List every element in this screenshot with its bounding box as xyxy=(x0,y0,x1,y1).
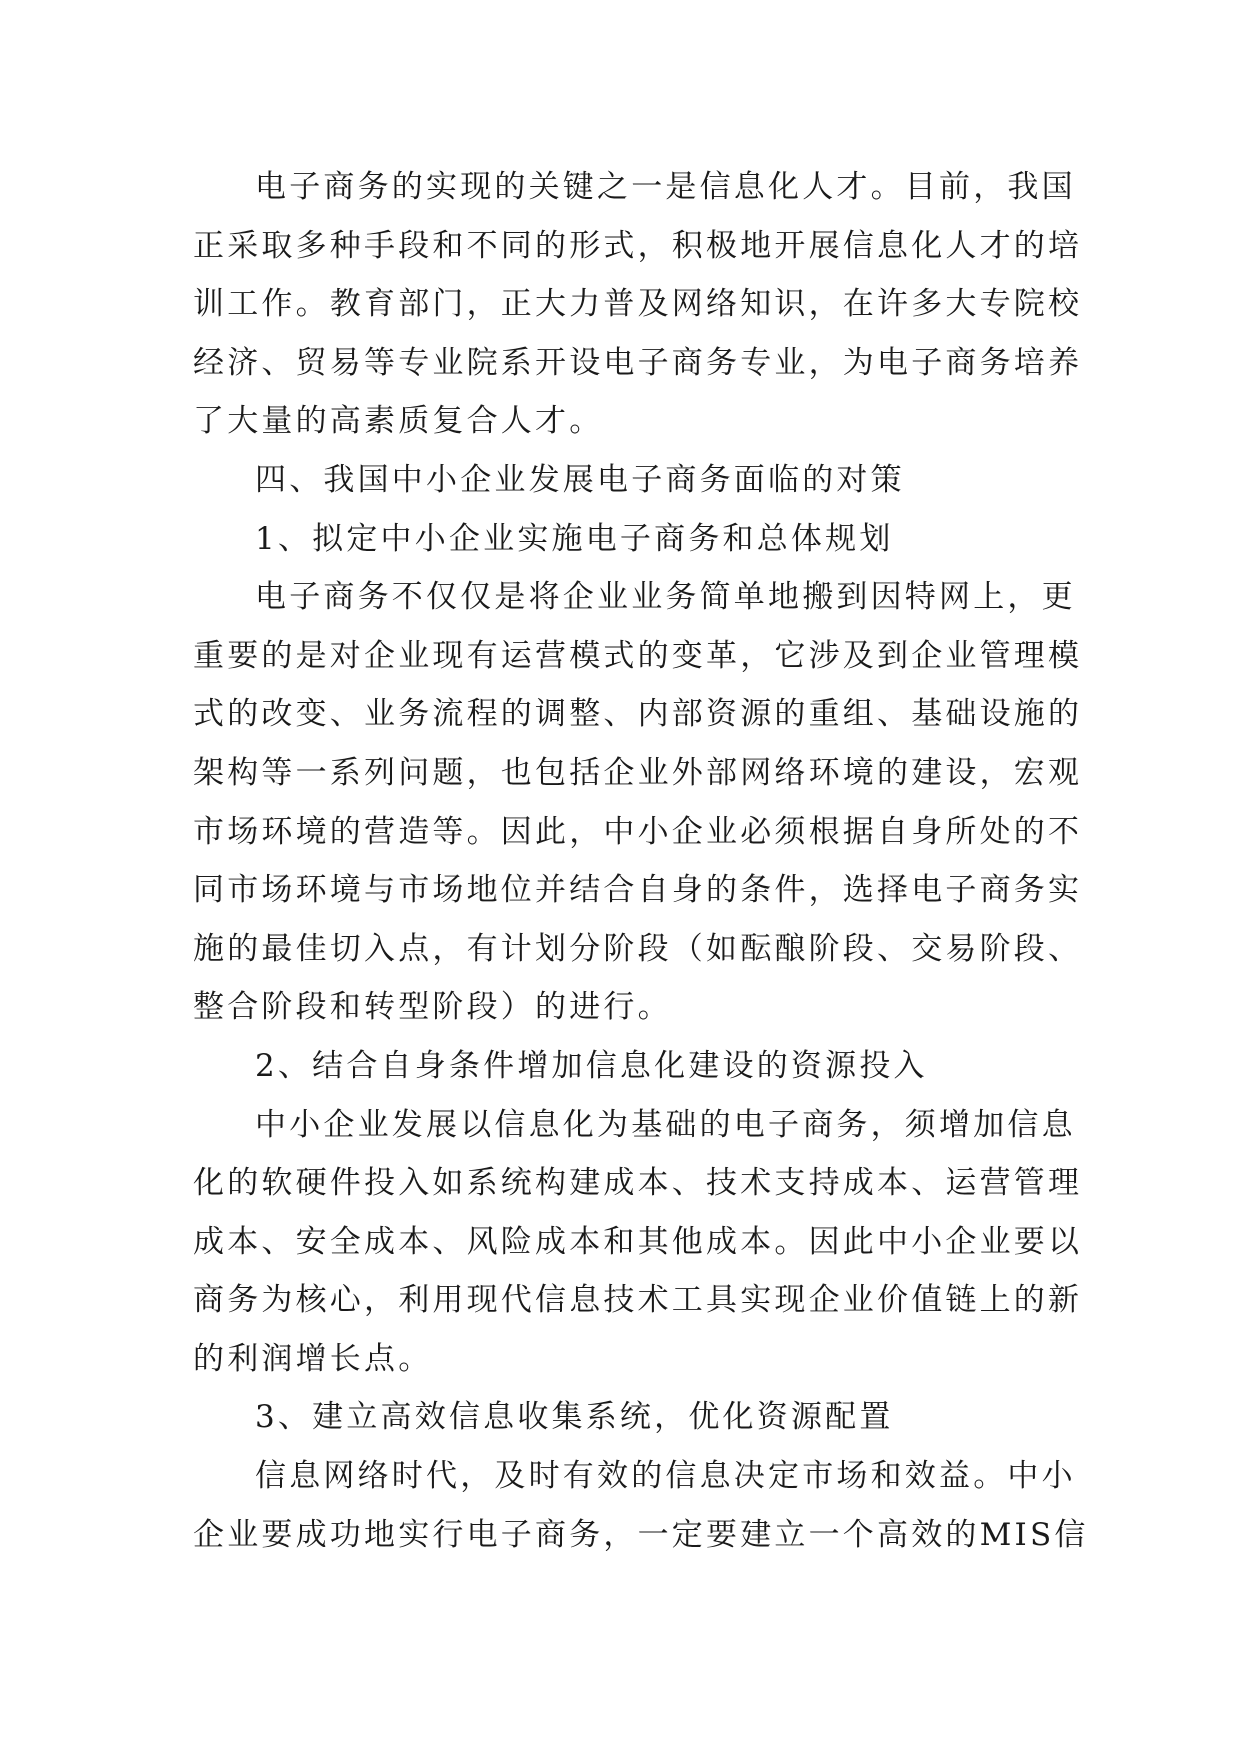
text-line: 电子商务不仅仅是将企业业务简单地搬到因特网上，更 xyxy=(255,579,1076,616)
text-line: 信息网络时代，及时有效的信息决定市场和效益。中小 xyxy=(255,1458,1076,1495)
text-line: 重要的是对企业现有运营模式的变革，它涉及到企业管理模 xyxy=(193,637,1083,674)
text-line: 成本、安全成本、风险成本和其他成本。因此中小企业要以 xyxy=(193,1223,1083,1260)
text-line: 同市场环境与市场地位并结合自身的条件，选择电子商务实 xyxy=(193,872,1083,909)
subsection-heading: 3、建立高效信息收集系统，优化资源配置 xyxy=(255,1399,894,1436)
text-line: 市场环境的营造等。因此，中小企业必须根据自身所处的不 xyxy=(193,813,1083,850)
text-line: 整合阶段和转型阶段）的进行。 xyxy=(193,989,672,1026)
text-line: 的利润增长点。 xyxy=(193,1340,433,1377)
text-line: 企业要成功地实行电子商务，一定要建立一个高效的MIS信 xyxy=(193,1516,1089,1553)
text-line: 架构等一系列问题，也包括企业外部网络环境的建设，宏观 xyxy=(193,754,1083,791)
text-line: 中小企业发展以信息化为基础的电子商务，须增加信息 xyxy=(255,1106,1076,1143)
text-line: 施的最佳切入点，有计划分阶段（如酝酿阶段、交易阶段、 xyxy=(193,930,1083,967)
text-line: 式的改变、业务流程的调整、内部资源的重组、基础设施的 xyxy=(193,696,1083,733)
subsection-heading: 2、结合自身条件增加信息化建设的资源投入 xyxy=(255,1047,928,1084)
text-line: 电子商务的实现的关键之一是信息化人才。目前，我国 xyxy=(255,169,1076,205)
text-line: 了大量的高素质复合人才。 xyxy=(193,403,604,440)
text-line: 商务为核心，利用现代信息技术工具实现企业价值链上的新 xyxy=(193,1282,1083,1319)
subsection-heading: 1、拟定中小企业实施电子商务和总体规划 xyxy=(255,520,894,557)
text-line: 经济、贸易等专业院系开设电子商务专业，为电子商务培养 xyxy=(193,344,1083,381)
body-text xyxy=(193,158,1089,1564)
text-line: 正采取多种手段和不同的形式，积极地开展信息化人才的培 xyxy=(193,227,1083,264)
section-heading: 四、我国中小企业发展电子商务面临的对策 xyxy=(255,461,905,498)
text-line: 训工作。教育部门，正大力普及网络知识，在许多大专院校 xyxy=(193,286,1083,323)
text-line: 化的软硬件投入如系统构建成本、技术支持成本、运营管理 xyxy=(193,1165,1083,1202)
